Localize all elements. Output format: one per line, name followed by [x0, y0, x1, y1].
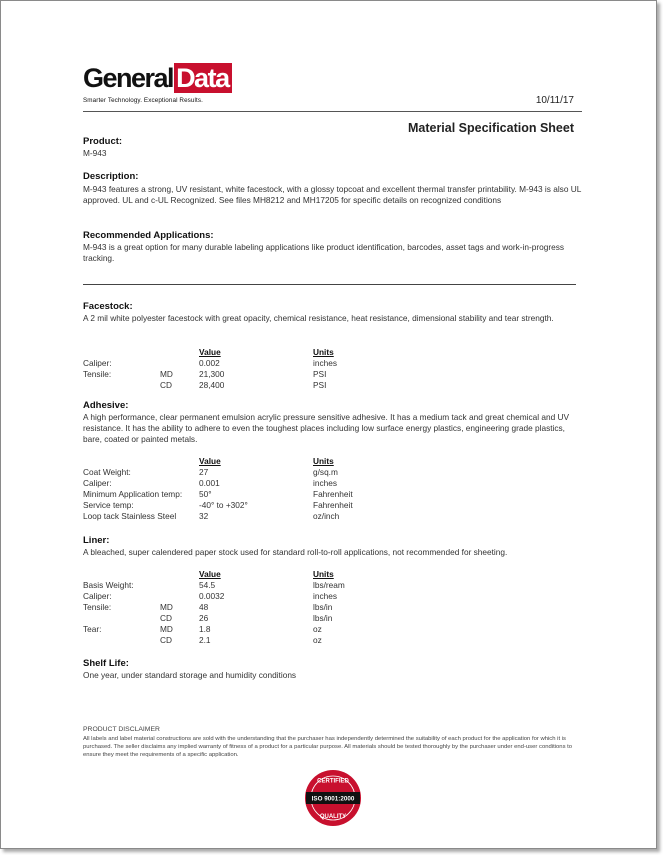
units-column-header: Units — [313, 569, 334, 579]
units-column-header: Units — [313, 347, 334, 357]
iso-certified-seal — [304, 769, 362, 827]
units-column-header: Units — [313, 456, 334, 466]
facestock-heading: Facestock: — [83, 301, 133, 312]
adhesive-text: A high performance, clear permanent emulsion acrylic pressure sensitive adhesive. It has a medium tack and great chemical and UV resistance. It has the ability to adhere to even the toughest places including low surface energy plastics, engineering grade plastics, bare, coated or painted metals. — [83, 412, 570, 444]
description-heading: Description: — [83, 171, 139, 182]
value-column-header: Value — [199, 456, 221, 466]
applications-heading: Recommended Applications: — [83, 230, 214, 241]
value-column-header: Value — [199, 569, 221, 579]
product-heading: Product: — [83, 136, 123, 147]
shelf-life-text: One year, under standard storage and humidity conditions — [83, 670, 297, 680]
adhesive-table: Value Units Coat Weight: 27 g/sq.m Caliper: 0.001 inches Minimum Application temp: 50° Fahrenheit Service temp: -40° to +302° Fahrenheit Loop tack Stainless Steel 32 oz/inch — [83, 456, 353, 521]
adhesive-heading: Adhesive: — [83, 400, 129, 411]
liner-table: Value Units Basis Weight: 54.5 lbs/ream Caliper: 0.0032 inches Tensile: MD 48 lbs/in CD 26 lbs/in Tear: MD 1.8 oz CD 2.1 oz — [83, 569, 345, 645]
seal-top-text: CERTIFIED — [317, 778, 349, 785]
document-date: 10/11/17 — [535, 95, 574, 106]
seal-middle-text: ISO 9001:2000 — [311, 795, 355, 803]
logo-tagline: Smarter Technology. Exceptional Results. — [83, 97, 203, 104]
disclaimer-text: All labels and label material constructions are sold with the understanding that the purchaser has independently determined the suitability of each product for the application for which it is purchased. The seller disclaims any implied warranty of fitness of a product for a particular purpose. All materials should be tested thoroughly by the purchaser under end-user conditions to ensure they meet the requirements of a specific application. — [83, 736, 573, 758]
disclaimer-heading: PRODUCT DISCLAIMER — [83, 726, 160, 733]
facestock-text: A 2 mil white polyester facestock with great opacity, chemical resistance, heat resistance, dimensional stability and tear strength. — [83, 313, 554, 323]
value-column-header: Value — [199, 347, 221, 357]
header-divider — [83, 111, 582, 112]
facestock-table: Value Units Caliper: 0.002 inches Tensile: MD 21,300 PSI CD 28,400 PSI — [83, 347, 337, 390]
shelf-life-heading: Shelf Life: — [83, 658, 129, 669]
sheet-title: Material Specification Sheet — [407, 121, 574, 135]
applications-text: M-943 is a great option for many durable labeling applications like product identification, barcodes, asset tags and work-in-progress tracking. — [83, 242, 565, 263]
liner-heading: Liner: — [83, 535, 110, 546]
description-text: M-943 features a strong, UV resistant, white facestock, with a glossy topcoat and excellent thermal transfer printability. M-943 is also UL approved. UL and c-UL Recognized. See files MH8212 and MH17205 for specific details on recognized conditions — [83, 184, 582, 205]
section-divider — [83, 284, 576, 285]
logo-word-data: Data — [174, 63, 232, 93]
logo-word-general: General — [83, 63, 174, 93]
seal-bottom-text: QUALITY — [319, 814, 347, 820]
liner-text: A bleached, super calendered paper stock used for standard roll-to-roll applications, not recommended for sheeting. — [83, 547, 508, 557]
product-text: M-943 — [83, 148, 107, 158]
company-logo — [83, 63, 232, 104]
